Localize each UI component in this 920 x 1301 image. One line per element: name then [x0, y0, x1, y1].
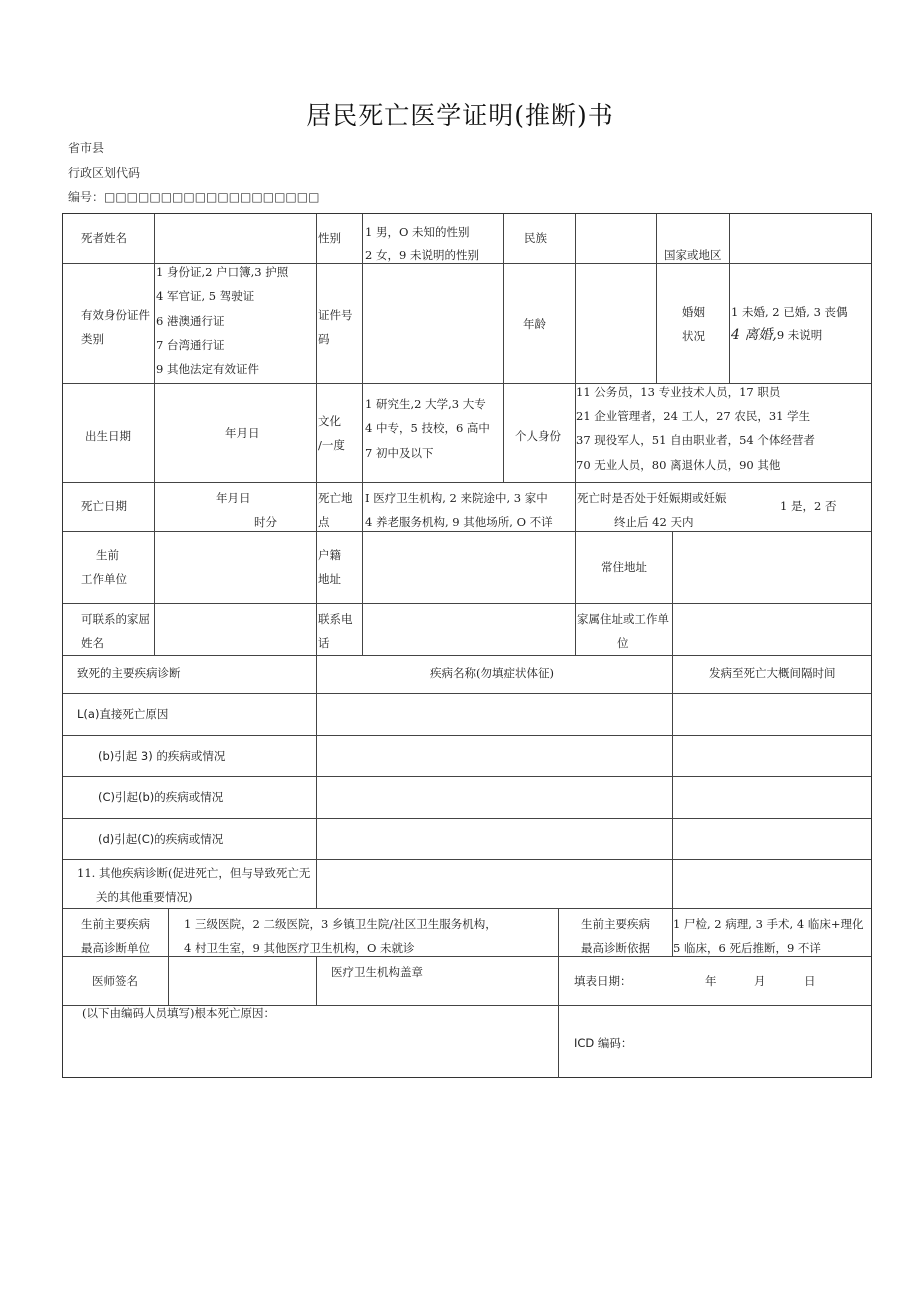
row-divider [63, 776, 871, 777]
marital-option-divorced: 4 离婚, [731, 327, 777, 343]
pregnancy-label: 死亡时是否处于妊娠期或妊娠 [577, 491, 727, 505]
diagnosis-row-c: (C)引起(b)的疾病或情况 [98, 790, 224, 804]
pregnancy-label: 终止后 42 天内 [614, 515, 694, 529]
diagnosis-basis-label: 生前主要疾病 [581, 917, 650, 931]
occupation-option[interactable]: 70 无业人员，80 离退休人员，90 其他 [576, 458, 781, 472]
icd-code-label: ICD 编码： [574, 1036, 633, 1050]
sex-option-line[interactable]: 2 女，9 未说明的性别 [365, 248, 479, 262]
age-label: 年龄 [523, 317, 546, 331]
row-divider [63, 859, 871, 860]
disease-name-header: 疾病名称(勿填症状体征) [430, 666, 554, 680]
death-place-option[interactable]: I 医疗卫生机构, 2 来院途中, 3 家中 [365, 491, 548, 505]
death-place-label: 死亡地 [318, 491, 353, 505]
id-type-option[interactable]: 6 港澳通行证 [156, 314, 225, 328]
death-date-label: 死亡日期 [81, 499, 127, 513]
row-divider [63, 482, 871, 483]
col-divider [362, 482, 363, 531]
row-divider [63, 693, 871, 694]
col-divider [154, 482, 155, 531]
marital-status-label: 婚姻 [682, 305, 705, 319]
diagnosis-basis-option[interactable]: 5 临床，6 死后推断，9 不详 [673, 941, 821, 955]
id-type-label: 类别 [81, 332, 104, 346]
col-divider [168, 908, 169, 956]
col-divider [503, 383, 504, 482]
col-divider [362, 214, 363, 383]
serial-number-field[interactable]: 编号：□□□□□□□□□□□□□□□□□□□ [68, 190, 320, 204]
sex-label: 性别 [318, 231, 341, 245]
education-option[interactable]: 1 研究生,2 大学,3 大专 [365, 397, 486, 411]
row-divider [63, 735, 871, 736]
diagnosis-row-a: L(a)直接死亡原因 [77, 707, 169, 721]
diagnosis-unit-label: 最高诊断单位 [81, 941, 150, 955]
household-address-label: 户籍 [318, 548, 341, 562]
birth-date-field[interactable]: 年月日 [225, 426, 260, 440]
birth-date-label: 出生日期 [85, 429, 131, 443]
education-option[interactable]: 7 初中及以下 [365, 446, 434, 460]
family-address-label: 位 [617, 636, 629, 650]
id-type-option[interactable]: 1 身份证,2 户口簿,3 护照 [156, 265, 289, 279]
certificate-form-table [62, 213, 872, 1078]
col-divider [362, 383, 363, 482]
col-divider [729, 214, 730, 383]
region-code-label: 行政区划代码 [68, 166, 141, 180]
col-divider [316, 655, 317, 908]
col-divider [672, 655, 673, 908]
page-title: 居民死亡医学证明(推断)书 [306, 101, 614, 130]
occupation-option[interactable]: 37 现役军人，51 自由职业者，54 个体经营者 [576, 433, 815, 447]
marital-option[interactable]: 1 未婚, 2 已婚, 3 丧偶 [731, 305, 848, 319]
education-label: /一度 [318, 438, 345, 452]
id-type-label: 有效身份证件 [81, 308, 150, 322]
death-date-field[interactable]: 年月日 [216, 491, 251, 505]
fill-date-month[interactable]: 月 [754, 974, 766, 988]
diagnosis-row-d: (d)引起(C)的疾病或情况 [98, 832, 224, 846]
death-place-option[interactable]: 4 养老服务机构, 9 其他场所, O 不详 [365, 515, 553, 529]
col-divider [558, 908, 559, 956]
col-divider [575, 214, 576, 383]
family-contact-label: 可联系的家屈 [81, 612, 150, 626]
fill-date-day[interactable]: 日 [804, 974, 816, 988]
col-divider [672, 531, 673, 655]
diagnosis-row-b: (b)引起 3) 的疾病或情况 [98, 749, 226, 763]
id-type-option[interactable]: 7 台湾通行证 [156, 338, 225, 352]
occupation-label: 个人身份 [515, 429, 561, 443]
province-city-county-label: 省市县 [68, 141, 105, 155]
household-address-label: 地址 [318, 572, 341, 586]
col-divider [316, 956, 317, 1005]
interval-header: 发病至死亡大概间隔时间 [709, 666, 836, 680]
diagnosis-unit-option[interactable]: 1 三级医院，2 二级医院，3 乡镇卫生院/社区卫生服务机构， [184, 917, 497, 931]
marital-option[interactable] [731, 323, 822, 347]
education-option[interactable]: 4 中专，5 技校，6 高中 [365, 421, 490, 435]
col-divider [168, 956, 169, 1005]
marital-option-unspecified: 9 未说明 [776, 328, 823, 342]
col-divider [558, 956, 559, 1005]
deceased-name-field[interactable] [158, 220, 312, 258]
marital-status-label: 状况 [682, 329, 705, 343]
diagnosis-basis-option[interactable]: 1 尸检, 2 病理, 3 手术, 4 临床+理化 [673, 917, 864, 931]
id-type-option[interactable]: 4 军官证, 5 驾驶证 [156, 289, 255, 303]
row-divider [63, 818, 871, 819]
family-address-label: 家属住址或工作单 [577, 612, 669, 626]
col-divider [558, 1005, 559, 1078]
col-divider [316, 531, 317, 655]
other-diagnosis-label: 11. 其他疾病诊断(促进死亡，但与导致死亡无 [77, 866, 311, 880]
diagnosis-unit-option[interactable]: 4 村卫生室，9 其他医疗卫生机构，O 未就诊 [184, 941, 415, 955]
other-diagnosis-label: 关的其他重要情况) [96, 890, 193, 904]
phone-label: 话 [318, 636, 330, 650]
institution-seal-label: 医疗卫生机构盖章 [331, 965, 423, 979]
fill-date-label: 填表日期： [574, 974, 632, 988]
death-time-field[interactable]: 时分 [254, 515, 277, 529]
fill-date-year[interactable]: 年 [705, 974, 717, 988]
ethnicity-label: 民族 [524, 231, 547, 245]
col-divider [316, 482, 317, 531]
country-label: 国家或地区 [664, 248, 722, 262]
diagnosis-unit-label: 生前主要疾病 [81, 917, 150, 931]
diagnosis-basis-label: 最高诊断依据 [581, 941, 650, 955]
id-type-option[interactable]: 9 其他法定有效证件 [156, 362, 259, 376]
col-divider [575, 482, 576, 531]
main-diagnosis-header: 致死的主要疾病诊断 [77, 666, 181, 680]
occupation-option[interactable]: 11 公务员，13 专业技术人员，17 职员 [576, 385, 781, 399]
phone-label: 联系电 [318, 612, 353, 626]
id-number-label: 码 [318, 332, 330, 346]
work-unit-label: 生前 [96, 548, 119, 562]
id-number-label: 证件号 [318, 308, 353, 322]
work-unit-label: 工作单位 [81, 572, 127, 586]
pregnancy-option[interactable]: 1 是，2 否 [780, 499, 837, 513]
col-divider [656, 214, 657, 383]
col-divider [575, 531, 576, 655]
row-divider [63, 655, 871, 656]
col-divider [503, 214, 504, 383]
doctor-signature-label: 医师签名 [92, 974, 138, 988]
col-divider [154, 531, 155, 655]
row-divider [63, 603, 871, 604]
death-place-label: 点 [318, 515, 330, 529]
deceased-name-label: 死者姓名 [81, 231, 127, 245]
family-contact-label: 姓名 [81, 636, 104, 650]
residence-address-label: 常住地址 [601, 560, 647, 574]
education-label: 文化 [318, 414, 341, 428]
occupation-option[interactable]: 21 企业管理者，24 工人，27 农民，31 学生 [576, 409, 811, 423]
underlying-cause-label: (以下由编码人员填写)根本死亡原因： [82, 1006, 275, 1020]
col-divider [362, 531, 363, 655]
sex-option-line[interactable]: 1 男，O 未知的性别 [365, 225, 470, 239]
